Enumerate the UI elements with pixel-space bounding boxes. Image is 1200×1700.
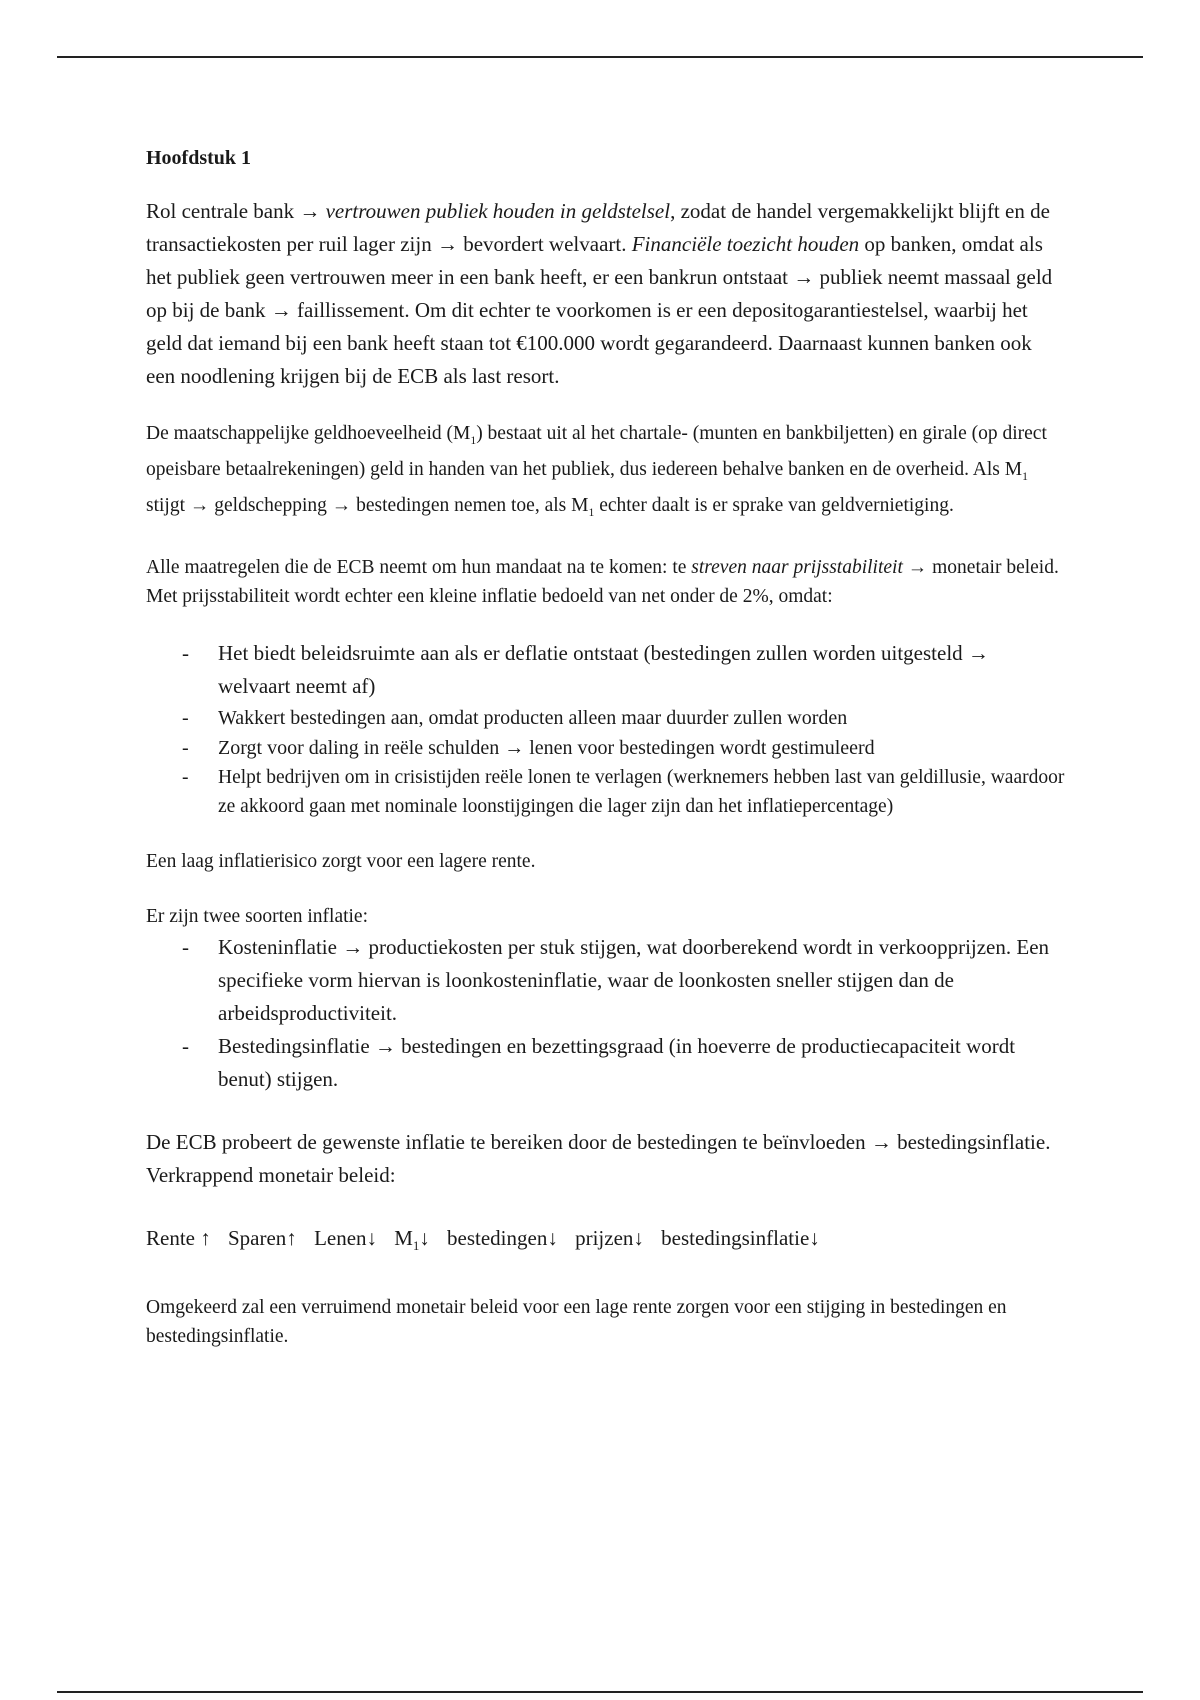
footer-rule — [57, 1691, 1143, 1693]
document-body — [146, 143, 1066, 1351]
chain-rente: Rente ↑ — [146, 1225, 211, 1250]
chain-prijzen: prijzen↓ — [575, 1225, 644, 1250]
paragraph-money-supply: De maatschappelijke geldhoeveelheid $(M_1)$ bestaat uit al het chartale- (munten en bankbiljetten) en girale (op direct opeisbare betaalrekeningen) geld in handen van het publiek, dus iedereen behalve banken en de overheid. Als $M_1$ stijgt → geldschepping → bestedingen nemen toe, als $M_1$ echter daalt is er sprake van geldvernietiging. — [146, 423, 1047, 519]
paragraph-inflation-types-intro: Er zijn twee soorten inflatie: — [146, 905, 369, 927]
reasons-list — [146, 637, 1066, 821]
list-item: - Zorgt voor daling in reële schulden → lenen voor bestedingen wordt gestimuleerd — [146, 733, 1066, 763]
list-item: - Wakkert bestedingen aan, omdat producten alleen maar duurder zullen worden — [146, 703, 1066, 733]
chapter-heading: Hoofdstuk 1 — [146, 147, 252, 169]
chain-lenen: Lenen↓ — [314, 1225, 378, 1250]
chain-m1: $M_1↓$ — [394, 1225, 430, 1253]
list-item: - Bestedingsinflatie → bestedingen en bezettingsgraad (in hoeverre de productiecapaciteit wordt benut) stijgen. — [146, 1030, 1066, 1096]
inflation-types-list — [146, 931, 1066, 1096]
chain-bestedingen: bestedingen↓ — [447, 1225, 558, 1250]
chain-sparen: Sparen↑ — [227, 1225, 297, 1250]
list-item: - Kosteninflatie → productiekosten per stuk stijgen, wat doorberekend wordt in verkoopprijzen. Een specifieke vorm hiervan is loonkosteninflatie, waar de loonkosten sneller stijgen dan de arbeidsproductiviteit. — [146, 931, 1066, 1030]
list-item: - Het biedt beleidsruimte aan als er deflatie ontstaat (bestedingen zullen worden uitgesteld → welvaart neemt af) — [146, 637, 1066, 703]
paragraph-inflation-risk: Een laag inflatierisico zorgt voor een lagere rente. — [146, 850, 536, 872]
list-item: - Helpt bedrijven om in crisistijden reële lonen te verlagen (werknemers hebben last van geldillusie, waardoor ze akkoord gaan met nominale loonstijgingen die lager zijn dan het inflatiepercentage) — [146, 763, 1066, 821]
policy-chain — [146, 1222, 1066, 1263]
chain-bestedingsinflatie: bestedingsinflatie↓ — [661, 1225, 820, 1250]
header-rule — [57, 56, 1143, 58]
paragraph-expansionary-policy: Omgekeerd zal een verruimend monetair beleid voor een lage rente zorgen voor een stijging in bestedingen en bestedingsinflatie. — [146, 1296, 1007, 1347]
paragraph-monetary-policy: Alle maatregelen die de ECB neemt om hun mandaat na te komen: te streven naar prijsstabiliteit → monetair beleid. Met prijsstabiliteit wordt echter een kleine inflatie bedoeld van net onder de 2%, omdat: — [146, 556, 1059, 607]
paragraph-ecb-strategy: De ECB probeert de gewenste inflatie te bereiken door de bestedingen te beïnvloeden → bestedingsinflatie. Verkrappend monetair beleid: — [146, 1129, 1051, 1187]
paragraph-central-bank-role: Rol centrale bank → vertrouwen publiek houden in geldstelsel, zodat de handel vergemakkelijkt blijft en de transactiekosten per ruil lager zijn → bevordert welvaart. Financiële toezicht houden op banken, omdat als het publiek geen vertrouwen meer in een bank heeft, er een bankrun ontstaat → publiek neemt massaal geld op bij de bank → faillissement. Om dit echter te voorkomen is er een depositogarantiestelsel, waarbij het geld dat iemand bij een bank heeft staan tot €100.000 wordt gegarandeerd. Daarnaast kunnen banken ook een noodlening krijgen bij de ECB als last resort. — [146, 199, 1053, 388]
